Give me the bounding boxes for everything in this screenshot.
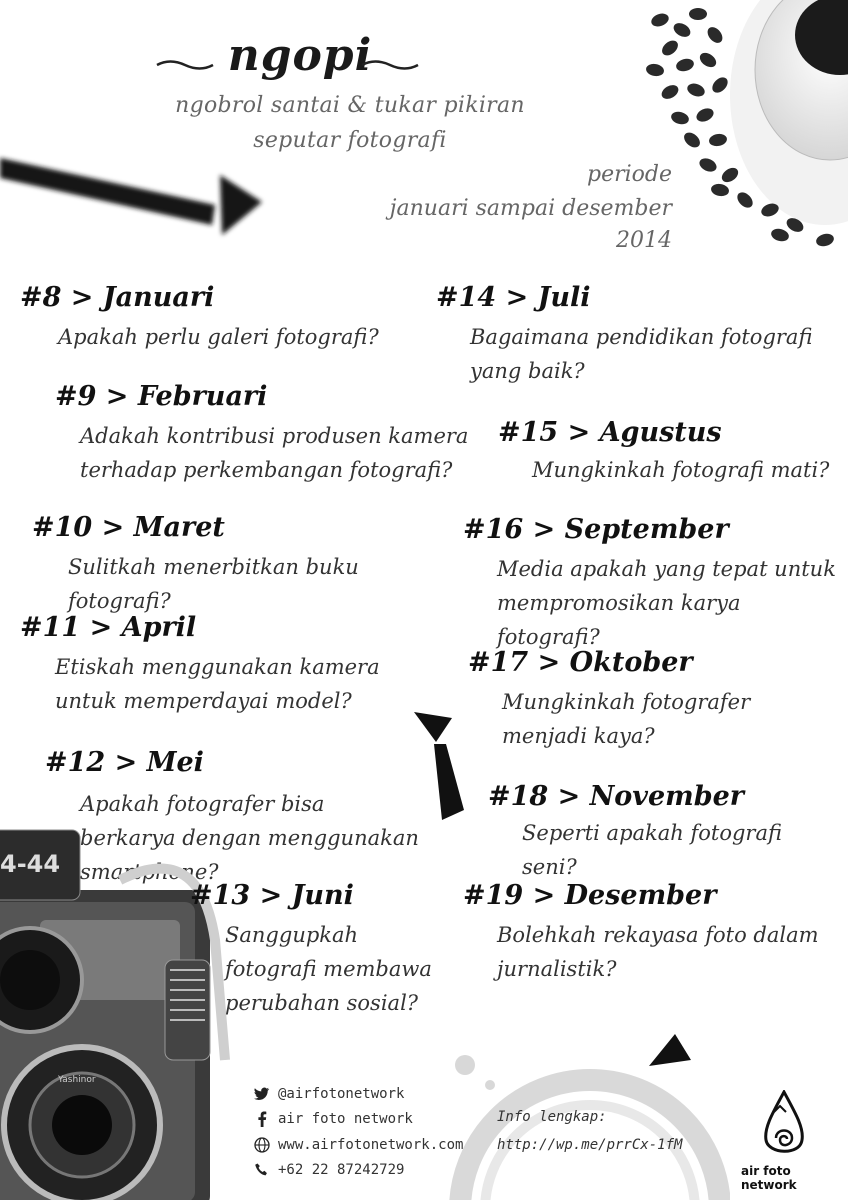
- arrow-decoration: [0, 150, 270, 245]
- schedule-question: Etiskah menggunakan kamera untuk memperdayai model?: [55, 655, 380, 713]
- facebook-icon: [254, 1111, 270, 1127]
- schedule-question: Adakah kontribusi produsen kamera terhadap perkembangan fotografi?: [80, 424, 469, 482]
- schedule-heading: #8 > Januari: [20, 282, 215, 313]
- phone-icon: [254, 1162, 270, 1178]
- schedule-heading: #12 > Mei: [45, 747, 204, 778]
- schedule-heading: #17 > Oktober: [468, 647, 693, 678]
- twitter-contact[interactable]: [254, 1086, 404, 1102]
- schedule-question: Mungkinkah fotografi mati?: [532, 458, 830, 482]
- globe-icon: [254, 1137, 270, 1153]
- schedule-heading: #11 > April: [20, 612, 197, 643]
- schedule-heading: #18 > November: [488, 781, 745, 812]
- info-label: Info lengkap:: [497, 1109, 607, 1125]
- triangle-decoration: [412, 708, 472, 820]
- schedule-question: Apakah fotografer bisa berkarya dengan menggunakan smartphone?: [80, 792, 419, 884]
- title-swash-right: [360, 58, 420, 72]
- schedule-question: Sulitkah menerbitkan buku fotografi?: [68, 555, 359, 613]
- camera-badge: 4-44: [0, 850, 61, 878]
- website-url: www.airfotonetwork.com: [278, 1137, 464, 1153]
- facebook-contact[interactable]: [254, 1111, 413, 1127]
- schedule-question: Mungkinkah fotografer menjadi kaya?: [502, 690, 751, 748]
- logo-text: air foto network: [741, 1164, 797, 1192]
- schedule-question: Sanggupkah fotografi membawa perubahan sosial?: [225, 923, 432, 1015]
- schedule-heading: #9 > Februari: [55, 381, 268, 412]
- period-year: 2014: [616, 228, 672, 253]
- facebook-name: air foto network: [278, 1111, 413, 1127]
- period-range: januari sampai desember: [389, 196, 672, 221]
- coffee-illustration: [630, 0, 848, 260]
- schedule-heading: #19 > Desember: [463, 880, 717, 911]
- website-contact[interactable]: [254, 1137, 463, 1153]
- schedule-heading: #16 > September: [463, 514, 729, 545]
- schedule-heading: #13 > Juni: [190, 880, 354, 911]
- schedule-question: Bagaimana pendidikan fotografi yang baik?: [470, 325, 813, 383]
- schedule-heading: #15 > Agustus: [498, 417, 722, 448]
- schedule-question: Bolehkah rekayasa foto dalam jurnalistik?: [497, 923, 819, 981]
- phone-number: +62 22 87242729: [278, 1162, 405, 1178]
- schedule-heading: #14 > Juli: [436, 282, 591, 313]
- twitter-handle: @airfotonetwork: [278, 1086, 405, 1102]
- subtitle-line-1: ngobrol santai & tukar pikiran: [175, 93, 525, 118]
- schedule-question: Media apakah yang tepat untuk mempromosikan karya fotografi?: [497, 557, 836, 649]
- period-label: periode: [586, 162, 672, 187]
- airfoto-logo-icon: [760, 1090, 808, 1162]
- page-title: ngopi: [227, 30, 373, 81]
- twitter-icon: [254, 1086, 270, 1102]
- phone-contact[interactable]: [254, 1162, 404, 1178]
- camera-illustration: [0, 820, 245, 1200]
- schedule-heading: #10 > Maret: [32, 512, 225, 543]
- schedule-question: Seperti apakah fotografi seni?: [522, 821, 782, 879]
- schedule-question: Apakah perlu galeri fotografi?: [58, 325, 379, 349]
- info-url[interactable]: http://wp.me/prrCx-1fM: [497, 1137, 683, 1153]
- camera-lens-text: Yashinor: [58, 1075, 96, 1085]
- subtitle-line-2: seputar fotografi: [253, 128, 447, 153]
